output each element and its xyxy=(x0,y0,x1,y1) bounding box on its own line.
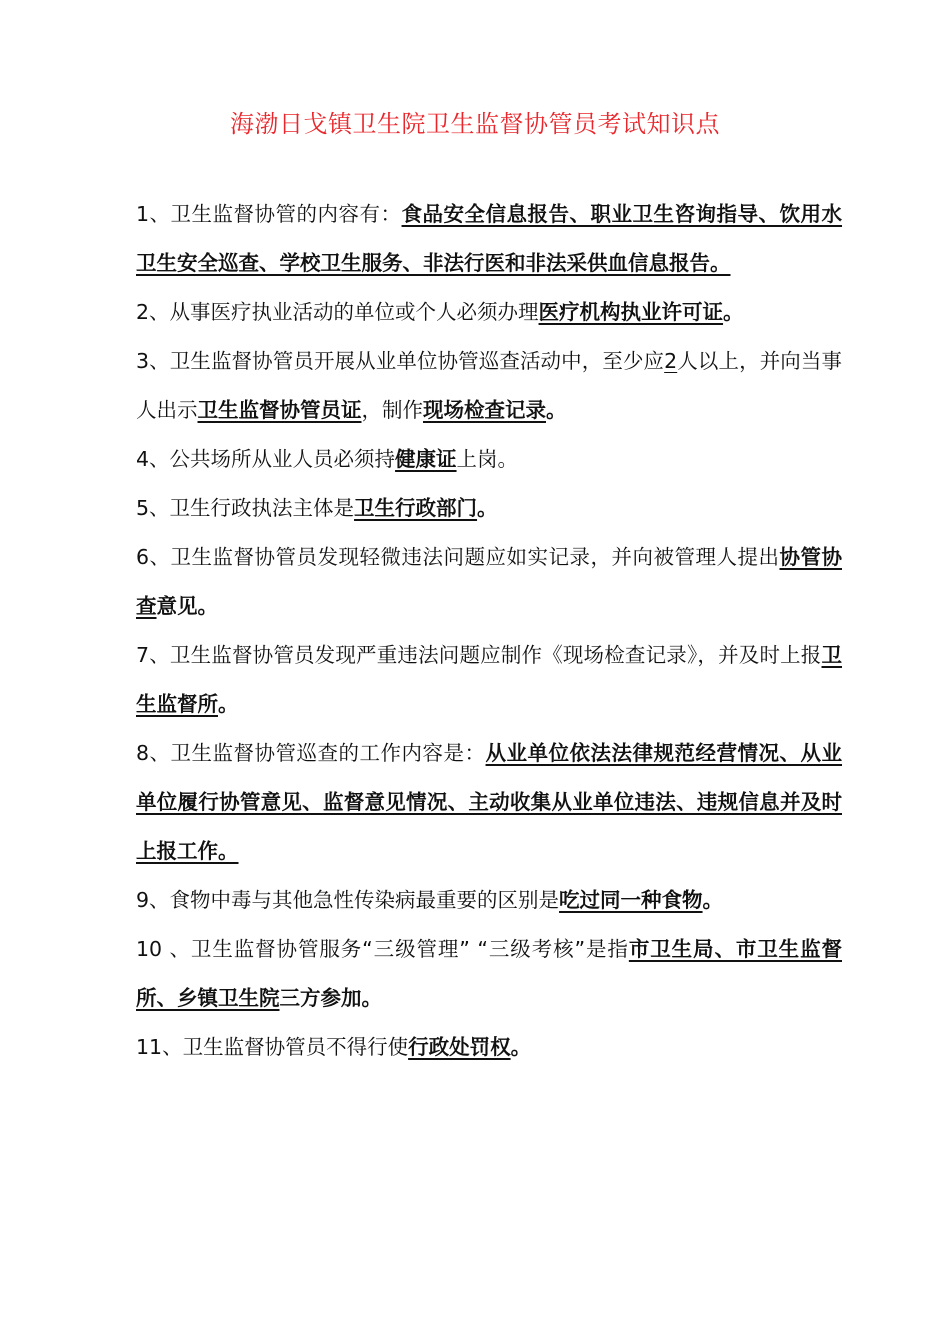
knowledge-point-list xyxy=(136,190,842,1072)
item-text: 6、卫生监督协管员发现轻微违法问题应如实记录，并向被管理人提出 xyxy=(136,545,780,569)
item-suffix: 。 xyxy=(218,692,239,716)
knowledge-point-10 xyxy=(136,925,842,1023)
item-answer: 从业单位依法法律规范经营情况、从业单位履行协管意见、监督意见情况、主动收集从业单位违法、违规信息并及时上报工作。 xyxy=(136,741,843,863)
knowledge-point-1 xyxy=(136,190,842,288)
item-text: 3、卫生监督协管员开展从业单位协管巡查活动中，至少应 xyxy=(136,349,665,373)
item-answer: 吃过同一种食物 xyxy=(559,888,703,912)
item-text: 4、公共场所从业人员必须持 xyxy=(136,447,396,471)
item-suffix: 。 xyxy=(510,1035,532,1059)
knowledge-point-3 xyxy=(136,337,842,435)
knowledge-point-11 xyxy=(136,1023,842,1072)
knowledge-point-4 xyxy=(136,435,842,484)
item-answer: 行政处罚权 xyxy=(408,1035,511,1059)
item-suffix: 意见。 xyxy=(156,594,218,618)
knowledge-point-7 xyxy=(136,631,842,729)
knowledge-point-5 xyxy=(136,484,842,533)
item-answer: 医疗机构执业许可证 xyxy=(538,300,724,324)
item-text: 10 、卫生监督协管服务“三级管理” “三级考核”是指 xyxy=(136,937,629,961)
item-answer: 卫生行政部门 xyxy=(354,496,478,520)
item-suffix: 上岗。 xyxy=(456,447,519,471)
item-answer: 协管协查 xyxy=(136,545,842,618)
item-answer: 卫生监督协管员证 xyxy=(197,398,362,422)
knowledge-point-8 xyxy=(136,729,842,876)
item-suffix: 。 xyxy=(702,888,724,912)
item-suffix: 。 xyxy=(546,398,567,422)
item-suffix: 。 xyxy=(723,300,744,324)
document-title: 海渤日戈镇卫生院卫生监督协管员考试知识点 xyxy=(230,110,720,138)
item-text: 5、卫生行政执法主体是 xyxy=(136,496,355,520)
item-suffix: 。 xyxy=(477,496,498,520)
item-number: 2 xyxy=(664,349,678,373)
item-text: 2、从事医疗执业活动的单位或个人必须办理 xyxy=(136,300,539,324)
item-answer-2: 现场检查记录 xyxy=(423,398,546,422)
item-suffix: 三方参加。 xyxy=(279,986,382,1010)
knowledge-point-2 xyxy=(136,288,842,337)
item-answer: 卫生监督所 xyxy=(136,643,842,716)
item-text: 9、食物中毒与其他急性传染病最重要的区别是 xyxy=(136,888,560,912)
item-answer: 市卫生局、市卫生监督所、乡镇卫生院 xyxy=(136,937,842,1010)
item-text: 8、卫生监督协管巡查的工作内容是： xyxy=(136,741,486,765)
item-text-middle: 人以上，并向当事人出示 xyxy=(136,349,843,422)
knowledge-point-6 xyxy=(136,533,842,631)
item-text: 7、卫生监督协管员发现严重违法问题应制作《现场检查记录》，并及时上报 xyxy=(136,643,822,667)
item-answer: 食品安全信息报告、职业卫生咨询指导、饮用水卫生安全巡查、学校卫生服务、非法行医和非法采供血信息报告。 xyxy=(136,202,843,275)
item-answer: 健康证 xyxy=(395,447,457,471)
knowledge-point-9 xyxy=(136,876,842,925)
item-text-middle-2: ，制作 xyxy=(361,398,423,422)
item-text: 1、卫生监督协管的内容有： xyxy=(136,202,402,226)
item-text: 11、卫生监督协管员不得行使 xyxy=(136,1035,409,1059)
